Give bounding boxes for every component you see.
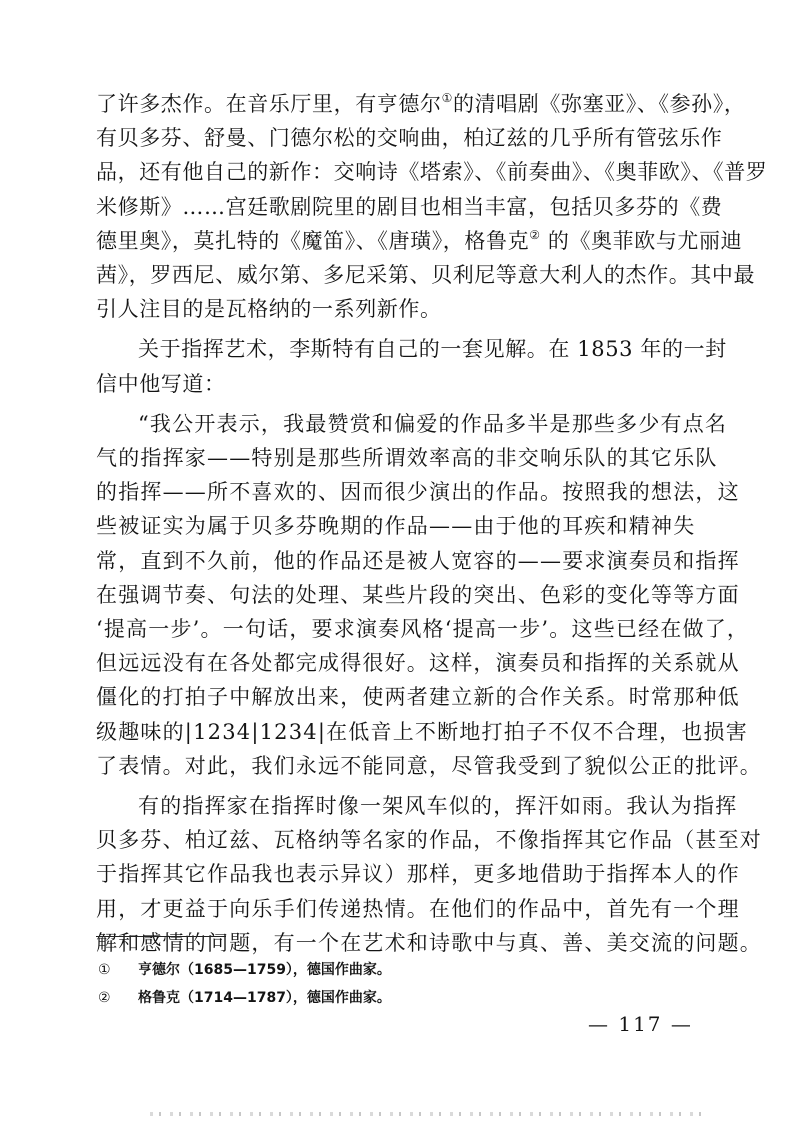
scan-edge-artifact: [150, 1112, 710, 1116]
body-text: [96, 88, 768, 961]
quote-line: 的指挥——所不喜欢的、因而很少演出的作品。按照我的想法，这: [96, 480, 740, 505]
quote-line: “我公开表示，我最赞赏和偏爱的作品多半是那些多少有点名: [138, 411, 728, 436]
footnote-text: 格鲁克（1714—1787），德国作曲家。: [138, 990, 391, 1006]
footnote-ref[interactable]: ②: [529, 227, 541, 242]
quote-line: 在强调节奏、句法的处理、某些片段的突出、色彩的变化等等方面: [96, 582, 740, 607]
quote-line: 贝多芬、柏辽兹、瓦格纳等名家的作品，不像指挥其它作品（甚至对: [96, 828, 762, 853]
text-line: 有贝多芬、舒曼、门德尔松的交响曲，柏辽兹的几乎所有管弦乐作: [96, 126, 723, 151]
quote-line: 用，才更益于向乐手们传递热情。在他们的作品中，首先有一个理: [96, 896, 740, 921]
quote-line: 解和感情的问题，有一个在艺术和诗歌中与真、善、美交流的问题。: [96, 930, 762, 955]
quote-line: 级趣味的|1234|1234|在低音上不断地打拍子不仅不合理，也损害: [96, 719, 748, 744]
footnote-text: 亨德尔（1685—1759），德国作曲家。: [138, 962, 391, 978]
quote-line: ‘提高一步’。一句话，要求演奏风格‘提高一步’。这些已经在做了，: [96, 617, 750, 642]
quote-line: 些被证实为属于贝多芬晚期的作品——由于他的耳疾和精神失: [96, 514, 696, 539]
footnote-item: [98, 984, 391, 1012]
quote-line: 气的指挥家——特别是那些所谓效率高的非交响乐队的其它乐队: [96, 446, 718, 471]
text-line: 德里奥》，莫扎特的《魔笛》、《唐璜》，格鲁克② 的《奥菲欧与尤丽迪: [96, 227, 743, 253]
text-line: 引人注目的是瓦格纳的一系列新作。: [96, 297, 442, 322]
text-line: 品，还有他自己的新作：交响诗《塔索》、《前奏曲》、《奥菲欧》、《普罗: [96, 160, 768, 185]
footnotes: [98, 956, 391, 1012]
quote-line: 常，直到不久前，他的作品还是被人宽容的——要求演奏员和指挥: [96, 548, 740, 573]
footnote-ref[interactable]: ①: [441, 91, 453, 105]
text-line: 关于指挥艺术，李斯特有自己的一套见解。在 1853 年的一封: [138, 337, 727, 362]
quote-line: 有的指挥家在指挥时像一架风车似的，挥汗如雨。我认为指挥: [138, 794, 738, 819]
quote-line: 了表情。对此，我们永远不能同意，尽管我受到了貌似公正的批评。: [96, 753, 762, 778]
text-line: 信中他写道：: [96, 371, 226, 396]
text-line: 米修斯》……宫廷歌剧院里的剧目也相当丰富，包括贝多芬的《费: [96, 194, 723, 219]
footnote-mark: ②: [98, 990, 111, 1006]
footnote-mark: ①: [98, 962, 111, 978]
quote-line: 僵化的打拍子中解放出来，使两者建立新的合作关系。时常那种低: [96, 685, 740, 710]
page-number: — 117 —: [588, 1012, 693, 1036]
text-line: 茜》，罗西尼、威尔第、多尼采第、贝利尼等意大利人的杰作。其中最: [96, 263, 756, 288]
quote-line: 于指挥其它作品我也表示异议）那样，更多地借助于指挥本人的作: [96, 862, 740, 887]
text-line: 了许多杰作。在音乐厅里，有亨德尔①的清唱剧《弥塞亚》、《参孙》，: [96, 91, 746, 116]
quote-line: 但远远没有在各处都完成得很好。这样，演奏员和指挥的关系就从: [96, 651, 740, 676]
footnote-divider: [96, 936, 226, 937]
footnote-item: [98, 956, 391, 984]
